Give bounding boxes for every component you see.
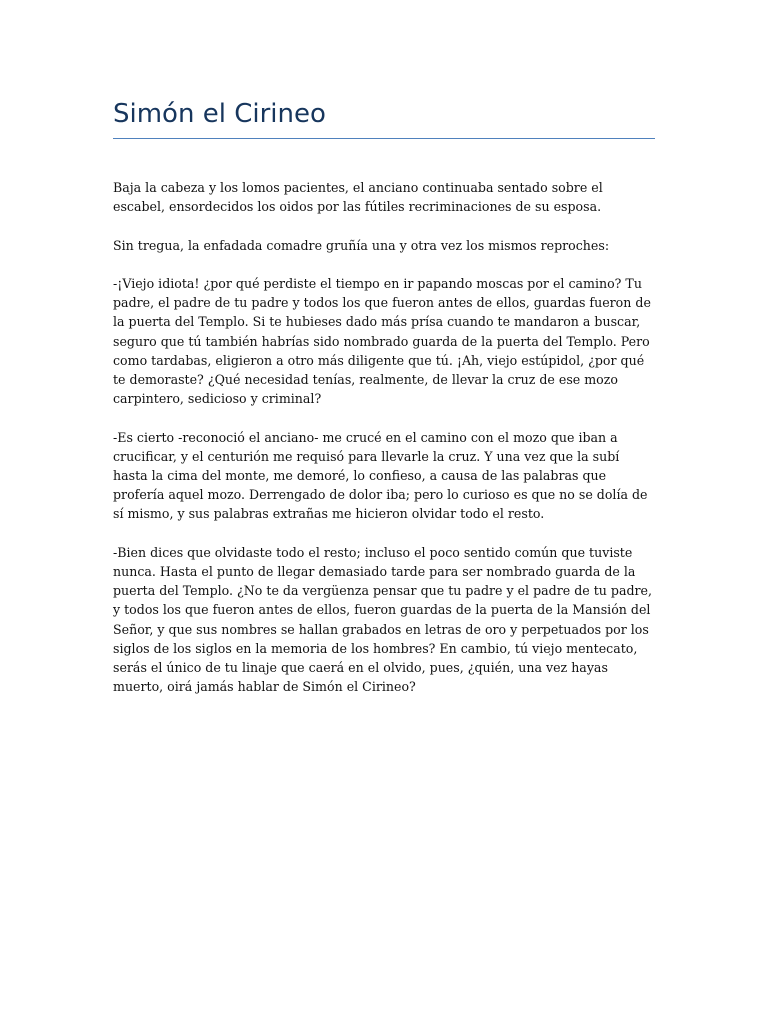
paragraph: -Es cierto -reconoció el anciano- me crucé en el camino con el mozo que iban a crucificar, y el centurión me requisó para llevarle la cruz. Y una vez que la subí hasta la cima del monte, me demoré, lo confieso, a causa de las palabras que profería aquel mozo. Derrengado de dolor iba; pero lo curioso es que no se dolía de sí mismo, y sus palabras extrañas me hicieron olvidar todo el resto.	[113, 429, 648, 522]
title-underline-rule	[113, 138, 655, 139]
document-body	[113, 178, 655, 716]
paragraph: -Bien dices que olvidaste todo el resto; incluso el poco sentido común que tuviste nunca. Hasta el punto de llegar demasiado tarde para ser nombrado guarda de la puerta del Templo. ¿No te da vergüenza pensar que tu padre y el padre de tu padre, y todos los que fueron antes de ellos, fueron guardas de la puerta de la Mansión del Señor, y que sus nombres se hallan grabados en letras de oro y perpetuados por los siglos de los siglos en la memoria de los hombres? En cambio, tú viejo mentecato, serás el único de tu linaje que caerá en el olvido, pues, ¿quién, una vez hayas muerto, oirá jamás hablar de Simón el Cirineo?	[113, 544, 652, 695]
document-title: Simón el Cirineo	[113, 99, 326, 129]
paragraph: -¡Viejo idiota! ¿por qué perdiste el tiempo en ir papando moscas por el camino? Tu padre, el padre de tu padre y todos los que fueron antes de ellos, guardas fueron de la puerta del Templo. Si te hubieses dado más prísa cuando te mandaron a buscar, seguro que tú también habrías sido nombrado guarda de la puerta del Templo. Pero como tardabas, eligieron a otro más diligente que tú. ¡Ah, viejo estúpidol, ¿por qué te demoraste? ¿Qué necesidad tenías, realmente, de llevar la cruz de ese mozo carpintero, sedicioso y criminal?	[113, 275, 651, 407]
paragraph: Baja la cabeza y los lomos pacientes, el anciano continuaba sentado sobre el escabel, ensordecidos los oidos por las fútiles recriminaciones de su esposa.	[113, 180, 603, 215]
paragraph: Sin tregua, la enfadada comadre gruñía una y otra vez los mismos reproches:	[113, 237, 610, 253]
